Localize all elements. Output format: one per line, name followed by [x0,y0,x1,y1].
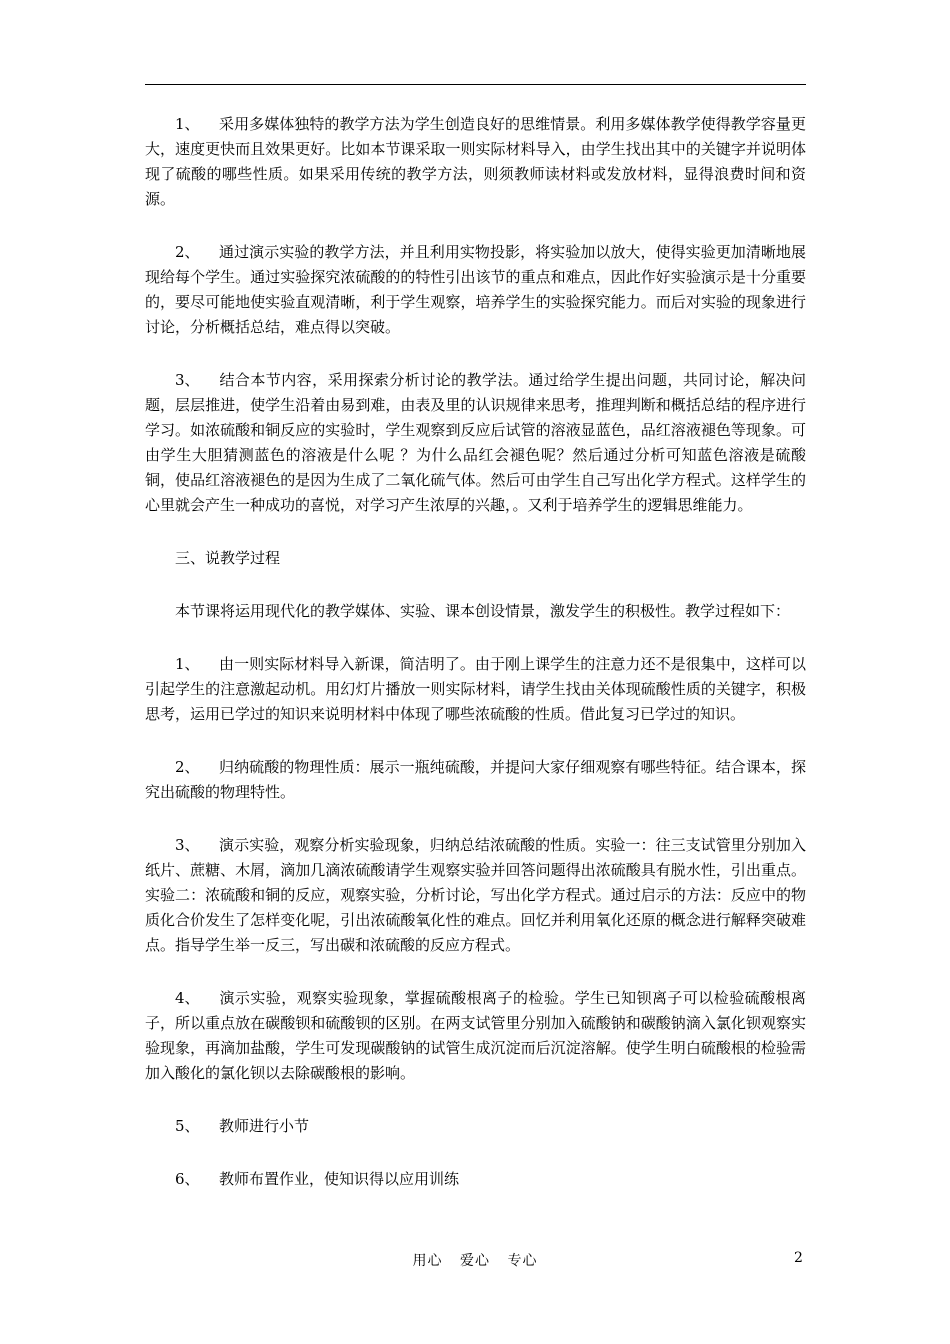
step-number: 1、 [175,655,200,673]
paragraph-text: 采用多媒体独特的教学方法为学生创造良好的思维情景。利用多媒体教学使得教学容量更大，速度更快而且效果更好。比如本节课采取一则实际材料导入，由学生找出其中的关键字并说明体现了硫酸的哪些性质。如果采用传统的教学方法，则须教师读材料或发放材料，显得浪费时间和资源。 [145,115,806,208]
paragraph-text: 通过演示实验的教学方法，并且利用实物投影，将实验加以放大，使得实验更加清晰地展现给每个学生。通过实验探究浓硫酸的的特性引出该节的重点和难点，因此作好实验演示是十分重要的，要尽可能地使实验直观清晰，利于学生观察，培养学生的实验探究能力。而后对实验的现象进行讨论，分析概括总结，难点得以突破。 [145,243,806,336]
paragraph-number: 2、 [175,243,200,261]
step-text: 归纳硫酸的物理性质：展示一瓶纯硫酸，并提问大家仔细观察有哪些特征。结合课本，探究出硫酸的物理特性。 [145,758,806,801]
step-2 [145,755,806,805]
step-number: 5、 [175,1117,200,1135]
step-number: 2、 [175,758,200,776]
paragraph-3 [145,368,806,518]
step-4 [145,986,806,1086]
step-3 [145,833,806,958]
page-number: 2 [794,1250,803,1266]
footer-motto: 用心 爱心 专心 [412,1253,538,1269]
paragraph-number: 3、 [175,371,200,389]
step-number: 6、 [175,1170,200,1188]
step-text: 演示实验，观察分析实验现象，归纳总结浓硫酸的性质。实验一：往三支试管里分别加入纸片、蔗糖、木屑，滴加几滴浓硫酸请学生观察实验并回答问题得出浓硫酸具有脱水性，引出重点。实验二：浓硫酸和铜的反应，观察实验，分析讨论，写出化学方程式。通过启示的方法：反应中的物质化合价发生了怎样变化呢，引出浓硫酸氧化性的难点。回忆并利用氧化还原的概念进行解释突破难点。指导学生举一反三，写出碳和浓硫酸的反应方程式。 [145,836,806,954]
step-6 [145,1167,806,1192]
step-number: 3、 [175,836,200,854]
section-heading: 三、说教学过程 [175,549,281,567]
step-1 [145,652,806,727]
document-body [145,112,806,1220]
step-number: 4、 [175,989,200,1007]
paragraph-2 [145,240,806,340]
step-text: 教师进行小节 [219,1117,310,1135]
paragraph-1 [145,112,806,212]
step-5 [145,1114,806,1139]
paragraph-text: 结合本节内容，采用探索分析讨论的教学法。通过给学生提出问题，共同讨论，解决问题，层层推进，使学生沿着由易到难，由表及里的认识规律来思考，推理判断和概括总结的程序进行学习。如浓硫酸和铜反应的实验时，学生观察到反应后试管的溶液显蓝色，品红溶液褪色等现象。可由学生大胆猜测蓝色的溶液是什么呢 ？为什么品红会褪色呢？然后通过分析可知蓝色溶液是硫酸铜，使品红溶液褪色的是因为生成了二氧化硫气体。然后可由学生自己写出化学方程式。这样学生的心里就会产生一种成功的喜悦，对学习产生浓厚的兴趣，。又利于培养学生的逻辑思维能力。 [145,371,806,514]
intro-paragraph: 本节课将运用现代化的教学媒体、实验、课本创设情景，激发学生的积极性。教学过程如下： [175,602,791,620]
paragraph-number: 1、 [175,115,200,133]
step-text: 教师布置作业，使知识得以应用训练 [219,1170,460,1188]
step-text: 由一则实际材料导入新课，简洁明了。由于刚上课学生的注意力还不是很集中，这样可以引起学生的注意激起动机。用幻灯片播放一则实际材料，请学生找由关体现硫酸性质的关键字，积极思考，运用已学过的知识来说明材料中体现了哪些浓硫酸的性质。借此复习已学过的知识。 [145,655,806,723]
header-rule [145,84,806,85]
step-text: 演示实验，观察实验现象，掌握硫酸根离子的检验。学生已知钡离子可以检验硫酸根离子，所以重点放在碳酸钡和硫酸钡的区别。在两支试管里分别加入硫酸钠和碳酸钠滴入氯化钡观察实验现象，再滴加盐酸，学生可发现碳酸钠的试管生成沉淀而后沉淀溶解。使学生明白硫酸根的检验需加入酸化的氯化钡以去除碳酸根的影响。 [145,989,806,1082]
